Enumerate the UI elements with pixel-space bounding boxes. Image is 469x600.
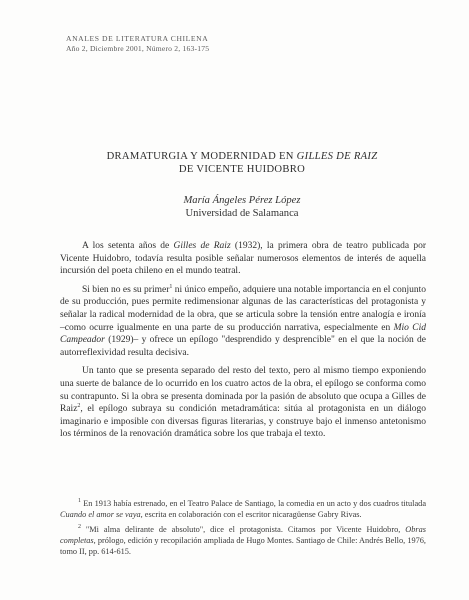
author-name: María Ángeles Pérez López (183, 195, 301, 206)
journal-name: ANALES DE LITERATURA CHILENA (66, 34, 209, 43)
p2-work-title: Mio Cid Campeador (60, 322, 427, 346)
p3-text-b: , el epílogo subraya su condición metadramática: sitúa al protagonista en un diálogo imaginario e imposible con diversas figuras literarias, y construye bajo el inmenso antetonismo los términos de la renovación dramática sobre los que trabaja el texto. (60, 404, 426, 440)
p2-text-b: ni único empeño, adquiere una notable importancia en el conjunto de su producción, pues permite redimensionar algunas de las características del protagonista y señalar la radical modernidad de la obra, que se articula sobre la tensión entre analogía e ironía –como ocurre igualmente en una parte de su producción narrativa, especialmente en (60, 284, 426, 333)
paragraph-3 (60, 365, 426, 441)
p1-work-title: Gilles de Raiz (173, 241, 231, 251)
author-affiliation: Universidad de Salamanca (185, 208, 299, 219)
issue-info: Año 2, Diciembre 2001, Número 2, 163-175 (66, 44, 210, 53)
p1-text-c: (1932), la primera obra de teatro publicada por Vicente Huidobro, todavía resulta posible señalar numerosos elementos de interés de aquella incursión del poeta chileno en el mundo teatral. (60, 241, 426, 277)
fn2-work-title: Obras completas (60, 525, 426, 545)
footnote-ref-2[interactable]: 2 (77, 402, 81, 409)
p1-text-a: A los setenta años de (82, 241, 174, 251)
footnote-number-2: 2 (78, 524, 81, 531)
title-line-1 (60, 150, 424, 163)
p3-text-a: Un tanto que se presenta separado del resto del texto, pero al mismo tiempo exponiendo una suerte de balance de lo ocurrido en los cuatro actos de la obra, el epílogo se conforma como su contrapunto. Si la obra se presenta dominada por la pasión de absoluto que ocupa a Gilles de Raiz (60, 366, 426, 415)
paragraph-2 (60, 284, 426, 360)
paragraph-1 (60, 240, 426, 278)
footnote-2 (60, 524, 426, 557)
fn2-text-a: "Mi alma delirante de absoluto", dice el protagonista. Citamos por Vicente Huidobro, (81, 525, 406, 534)
footnotes (60, 498, 426, 561)
article-body (60, 240, 426, 441)
fn1-work-title: Cuando el amor se vaya (60, 510, 141, 519)
fn1-text-c: , escrita en colaboración con el escritor nicaragüense Gabry Rivas. (140, 510, 362, 519)
title-line-2: DE VICENTE HUIDOBRO (178, 164, 306, 175)
p2-text-d: (1929)– y ofrece un epílogo "desprendido y desprencible" en el que la noción de autorreflexividad resulta decisiva. (60, 335, 426, 358)
running-header (66, 34, 209, 54)
fn1-text-a: En 1913 había estrenado, en el Teatro Palace de Santiago, la comedia en un acto y dos cuadros titulada (81, 499, 426, 508)
fn2-text-c: , prólogo, edición y recopilación ampliada de Hugo Montes. Santiago de Chile: Andrés Bello, 1976, tomo II, pp. 614-615. (60, 536, 426, 556)
footnote-1 (60, 498, 426, 520)
title-work-name: GILLES DE RAIZ (296, 151, 378, 162)
title-text: DRAMATURGIA Y MODERNIDAD EN (106, 151, 297, 162)
footnote-ref-1[interactable]: 1 (169, 283, 173, 290)
author-block (60, 194, 424, 220)
p2-text-a: Si bien no es su primer (82, 284, 170, 295)
footnote-number-1: 1 (78, 498, 81, 505)
article-title (60, 150, 424, 176)
